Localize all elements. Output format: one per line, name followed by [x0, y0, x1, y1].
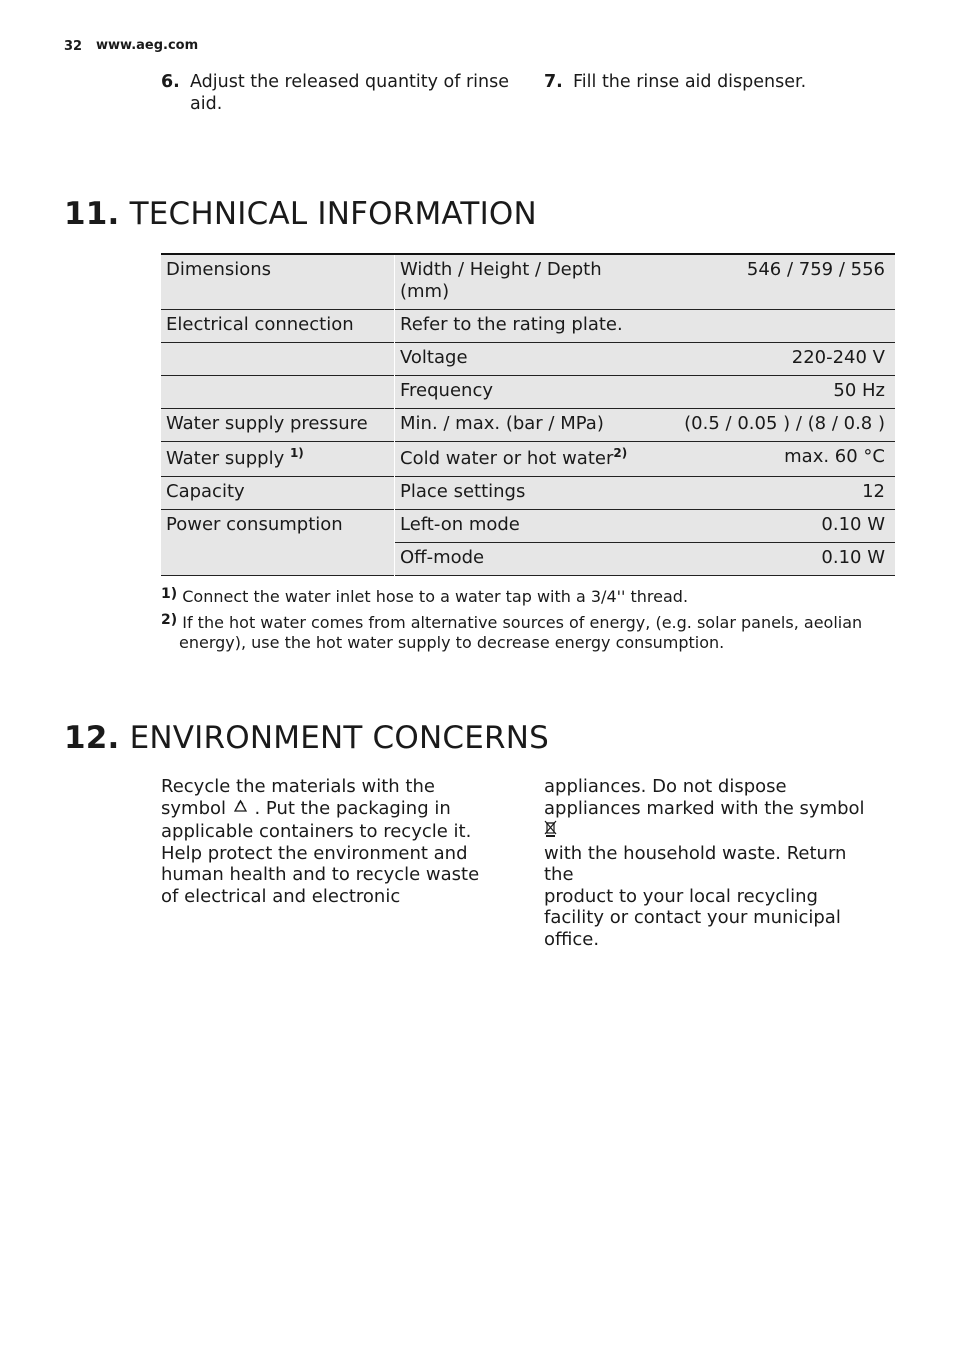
label-text: Water supply [166, 448, 290, 469]
step-text: Fill the rinse aid dispenser. [573, 72, 807, 92]
row-parameter: Min. / max. (bar / MPa) [395, 409, 661, 442]
row-value [660, 310, 895, 343]
table-row [161, 409, 895, 442]
text-line: office. [544, 928, 600, 950]
footnote-ref: 1) [289, 446, 304, 460]
text-line: product to your local recycling [544, 885, 818, 907]
text-line: facility or contact your municipal [544, 907, 841, 928]
text-fragment: appliances marked with the symbol [544, 797, 865, 819]
section-heading-technical [64, 196, 537, 232]
text-line: Help protect the environment and [161, 842, 468, 864]
text-line: of electrical and electronic [161, 885, 401, 907]
table-row [161, 477, 895, 510]
step-number: 7. [544, 72, 563, 92]
row-value: 50 Hz [833, 380, 885, 401]
row-value: 220-240 V [791, 347, 885, 368]
row-parameter: Left-on mode [395, 510, 661, 543]
row-parameter [395, 442, 661, 477]
row-label: Power consumption [166, 514, 343, 535]
text-line [544, 798, 874, 843]
row-label [161, 442, 395, 477]
row-label [161, 343, 395, 376]
row-parameter: Place settings [395, 477, 661, 510]
section-number: 12. [64, 720, 120, 756]
row-parameter: Voltage [395, 343, 661, 376]
step-text-line: aid. [190, 94, 223, 114]
row-value: 12 [862, 481, 885, 502]
row-parameter: Refer to the rating plate. [395, 310, 661, 343]
param-line: (mm) [400, 281, 450, 302]
footnote-text: If the hot water comes from alternative sources of energy, (e.g. solar panels, aeolian [182, 613, 863, 632]
recycle-icon [232, 799, 249, 822]
table-row [161, 376, 895, 409]
text-line [161, 798, 491, 822]
footnote-ref: 2) [613, 446, 628, 460]
table-row [161, 310, 895, 343]
row-value: max. 60 °C [784, 446, 885, 467]
footnote-text: Connect the water inlet hose to a water tap with a 3/4'' thread. [182, 587, 689, 606]
param-line: Width / Height / Depth [400, 259, 602, 280]
row-label [161, 376, 395, 409]
row-label: Electrical connection [166, 314, 354, 335]
table-row [161, 343, 895, 376]
row-parameter: Frequency [395, 376, 661, 409]
footnote-marker: 2) [161, 612, 178, 628]
row-parameter: Off-mode [395, 543, 661, 576]
text-line: applicable containers to recycle it. [161, 821, 472, 842]
param-text: Cold water or hot water [400, 448, 614, 469]
environment-text-right [544, 776, 874, 950]
text-line: Recycle the materials with the [161, 776, 435, 797]
row-label: Dimensions [161, 254, 395, 310]
row-label: Water supply pressure [166, 413, 368, 434]
footnote-text: energy), use the hot water supply to decrease energy consumption. [179, 633, 725, 652]
row-value: (0.5 / 0.05 ) / (8 / 0.8 ) [684, 413, 885, 434]
table-row [161, 254, 895, 310]
footnote-2 [161, 610, 862, 653]
section-number: 11. [64, 196, 120, 232]
section-title: TECHNICAL INFORMATION [129, 196, 537, 232]
text-fragment: . Put the packaging in [248, 797, 451, 819]
technical-table [161, 253, 895, 576]
page-number: 32 [64, 39, 83, 54]
website-url: www.aeg.com [96, 38, 199, 53]
environment-text-left [161, 776, 491, 907]
step-6 [161, 71, 521, 117]
step-text-line: Adjust the released quantity of rinse [190, 72, 510, 92]
table-row [161, 442, 895, 477]
row-value: 546 / 759 / 556 [660, 254, 895, 310]
text-line: with the household waste. Return the [544, 842, 847, 885]
text-fragment: symbol [161, 797, 232, 819]
footnote-1 [161, 584, 688, 607]
row-parameter [395, 254, 661, 310]
footnote-marker: 1) [161, 586, 178, 602]
text-line: human health and to recycle waste [161, 864, 480, 885]
table-row [161, 510, 895, 543]
row-value: 0.10 W [821, 514, 885, 535]
step-text [190, 71, 509, 115]
section-title: ENVIRONMENT CONCERNS [129, 720, 550, 756]
step-7 [544, 71, 904, 95]
text-line: appliances. Do not dispose [544, 776, 787, 797]
section-heading-environment [64, 720, 549, 756]
row-value: 0.10 W [660, 543, 895, 576]
row-label: Capacity [166, 481, 245, 502]
crossed-bin-icon [544, 820, 557, 843]
step-number: 6. [161, 72, 180, 92]
